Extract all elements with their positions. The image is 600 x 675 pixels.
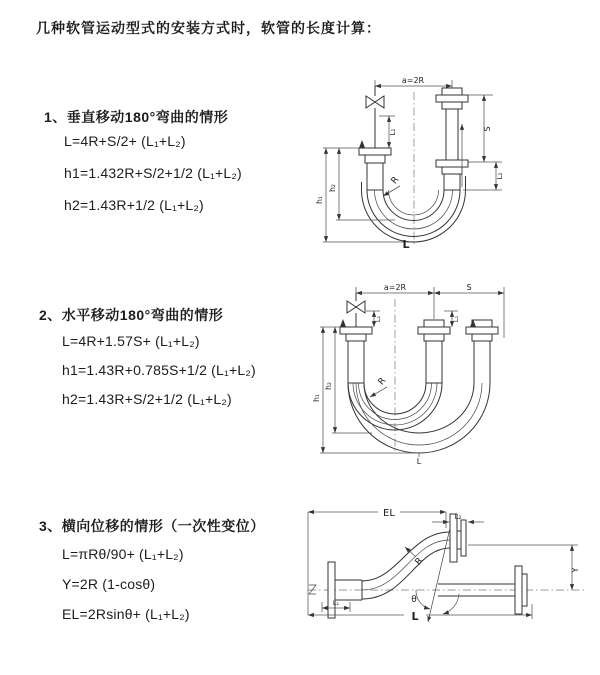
- length-label: L: [416, 457, 422, 466]
- right-pipe-flange: [466, 319, 498, 383]
- span-label: a=2R: [383, 283, 407, 292]
- h1-label: h₁: [312, 394, 321, 402]
- section2-formula-L: L=4R+1.57S+ (L₁+L₂): [62, 333, 200, 349]
- section3-formula-Y: Y=2R (1-cosθ): [62, 576, 156, 592]
- l1-label: L₁: [332, 599, 340, 607]
- dim-h1-h2: [315, 148, 411, 242]
- valve-icon: [366, 86, 384, 148]
- l2-label: L₂: [454, 513, 462, 521]
- dim-s-l2: [463, 95, 504, 190]
- radius-callout: [383, 175, 401, 196]
- r-label: R: [389, 175, 402, 187]
- left-pipe-flange: [359, 140, 391, 190]
- l1-label: L₁: [389, 128, 397, 136]
- l2-label: L₂: [496, 172, 504, 180]
- h1-label: h₁: [315, 196, 324, 204]
- section1-formula-h2: h2=1.43R+1/2 (L₁+L₂): [64, 197, 204, 213]
- h2-label: h₂: [324, 382, 333, 390]
- diagram-vertical-180-bend: [315, 72, 545, 252]
- dim-l: [308, 604, 532, 623]
- section3-heading: 3、横向位移的情形（一次性变位）: [39, 518, 265, 534]
- dim-span: [375, 76, 452, 96]
- span-label: a=2R: [401, 76, 425, 85]
- length-label: L: [411, 610, 419, 623]
- l2-label: L₂: [452, 315, 460, 323]
- left-pipe-flange: [340, 319, 372, 383]
- break-mark: [309, 585, 316, 594]
- dim-l1: [379, 116, 397, 148]
- diagram-lateral-displacement: [300, 500, 590, 655]
- section1-formula-h1: h1=1.432R+S/2+1/2 (L₁+L₂): [64, 165, 242, 181]
- hose-s-curve: [362, 532, 450, 599]
- radius-callout: [370, 376, 388, 397]
- upper-flange: [450, 514, 466, 562]
- dim-l1: [322, 599, 350, 612]
- y-label: Y: [571, 567, 580, 573]
- right-pipe-flange: [436, 88, 468, 190]
- middle-pipe-flange: [418, 320, 450, 383]
- page-title: 几种软管运动型式的安装方式时，软管的长度计算：: [36, 20, 381, 36]
- diagram-horizontal-180-bend: [312, 283, 584, 468]
- theta-label: θ: [411, 595, 417, 605]
- section2-formula-h1: h1=1.43R+0.785S+1/2 (L₁+L₂): [62, 362, 256, 378]
- length-label: L: [402, 238, 410, 251]
- move-arrow-left: [340, 319, 346, 327]
- move-arrow-up-left: [359, 140, 365, 148]
- section3-formula-L: L=πRθ/90+ (L₁+L₂): [62, 546, 184, 562]
- el-label: EL: [383, 508, 395, 519]
- hose-u-bends: [348, 383, 490, 457]
- s-label: S: [483, 126, 492, 132]
- section2-heading: 2、水平移动180°弯曲的情形: [39, 307, 224, 323]
- section2-formula-h2: h2=1.43R+S/2+1/2 (L₁+L₂): [62, 391, 232, 407]
- dim-l2: [432, 513, 484, 522]
- hose-u-bend: [362, 176, 466, 242]
- h2-label: h₂: [328, 184, 337, 192]
- l1-label: L₁: [374, 315, 382, 323]
- dim-l1-l2: [366, 311, 460, 327]
- section1-heading: 1、垂直移动180°弯曲的情形: [44, 109, 229, 125]
- valve-icon: [347, 293, 365, 327]
- section1-formula-L: L=4R+S/2+ (L₁+L₂): [64, 133, 186, 149]
- r-label: R: [376, 376, 389, 388]
- s-label: S: [466, 283, 472, 292]
- section3-formula-EL: EL=2Rsinθ+ (L₁+L₂): [62, 606, 190, 622]
- r-label: R: [413, 556, 426, 568]
